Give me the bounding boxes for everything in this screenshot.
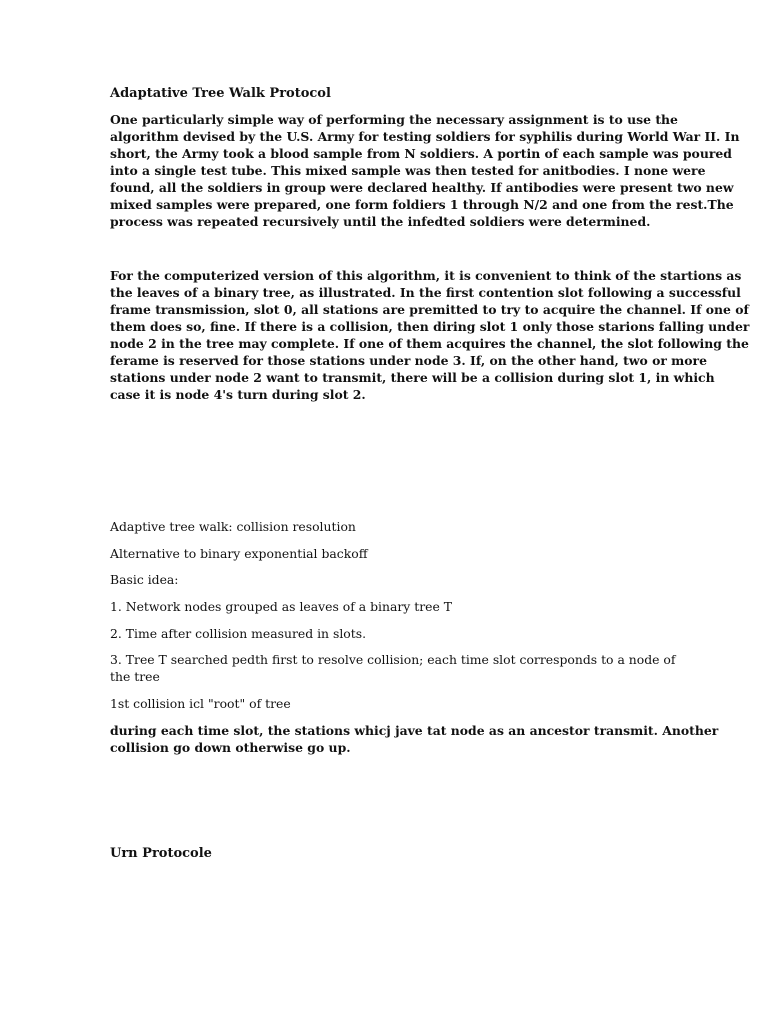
paragraph-line: into a single test tube. This mixed sample was then tested for anitbodies. I none were: [110, 163, 706, 178]
paragraph-line: algorithm devised by the U.S. Army for testing soldiers for syphilis during World War II. In: [110, 129, 740, 144]
paragraph-line: short, the Army took a blood sample from N soldiers. A portin of each sample was poured: [110, 146, 732, 161]
notes-point-1: 1. Network nodes grouped as leaves of a binary tree T: [110, 599, 452, 614]
notes-point-3-line-2: the tree: [110, 669, 160, 684]
paragraph-line: stations under node 2 want to transmit, there will be a collision during slot 1, in which: [110, 370, 715, 385]
notes-first-collision: 1st collision icl "root" of tree: [110, 696, 291, 711]
document-title: Adaptative Tree Walk Protocol: [110, 86, 331, 101]
document-page: [110, 0, 750, 1024]
paragraph-line: ferame is reserved for those stations under node 3. If, on the other hand, two or more: [110, 353, 707, 368]
paragraph-line: One particularly simple way of performing the necessary assignment is to use the: [110, 112, 678, 127]
paragraph-computerized-version: [110, 267, 750, 403]
notes-basic-idea: Basic idea:: [110, 572, 179, 587]
paragraph-army-testing: [110, 111, 740, 230]
paragraph-line: the leaves of a binary tree, as illustrated. In the first contention slot following a successful: [110, 285, 741, 300]
urn-protocole-title: Urn Protocole: [110, 846, 212, 861]
notes-point-3-line-1: 3. Tree T searched pedth first to resolve collision; each time slot corresponds to a node of: [110, 652, 676, 667]
notes-heading: Adaptive tree walk: collision resolution: [110, 519, 356, 534]
paragraph-line: them does so, fine. If there is a collision, then diring slot 1 only those starions falling under: [110, 319, 750, 334]
paragraph-line: frame transmission, slot 0, all stations are premitted to try to acquire the channel. If one of: [110, 302, 749, 317]
paragraph-line: For the computerized version of this algorithm, it is convenient to think of the startions as: [110, 268, 742, 283]
paragraph-line: case it is node 4's turn during slot 2.: [110, 387, 366, 402]
paragraph-line: found, all the soldiers in group were declared healthy. If antibodies were present two new: [110, 180, 734, 195]
paragraph-line: node 2 in the tree may complete. If one of them acquires the channel, the slot following the: [110, 336, 749, 351]
notes-during-line-1: during each time slot, the stations whicj jave tat node as an ancestor transmit. Another: [110, 723, 719, 738]
notes-during-line-2: collision go down otherwise go up.: [110, 740, 351, 755]
notes-point-2: 2. Time after collision measured in slots.: [110, 626, 367, 641]
notes-alternative: Alternative to binary exponential backoff: [110, 546, 368, 561]
paragraph-line: process was repeated recursively until the infedted soldiers were determined.: [110, 214, 651, 229]
paragraph-line: mixed samples were prepared, one form foldiers 1 through N/2 and one from the rest.The: [110, 197, 734, 212]
